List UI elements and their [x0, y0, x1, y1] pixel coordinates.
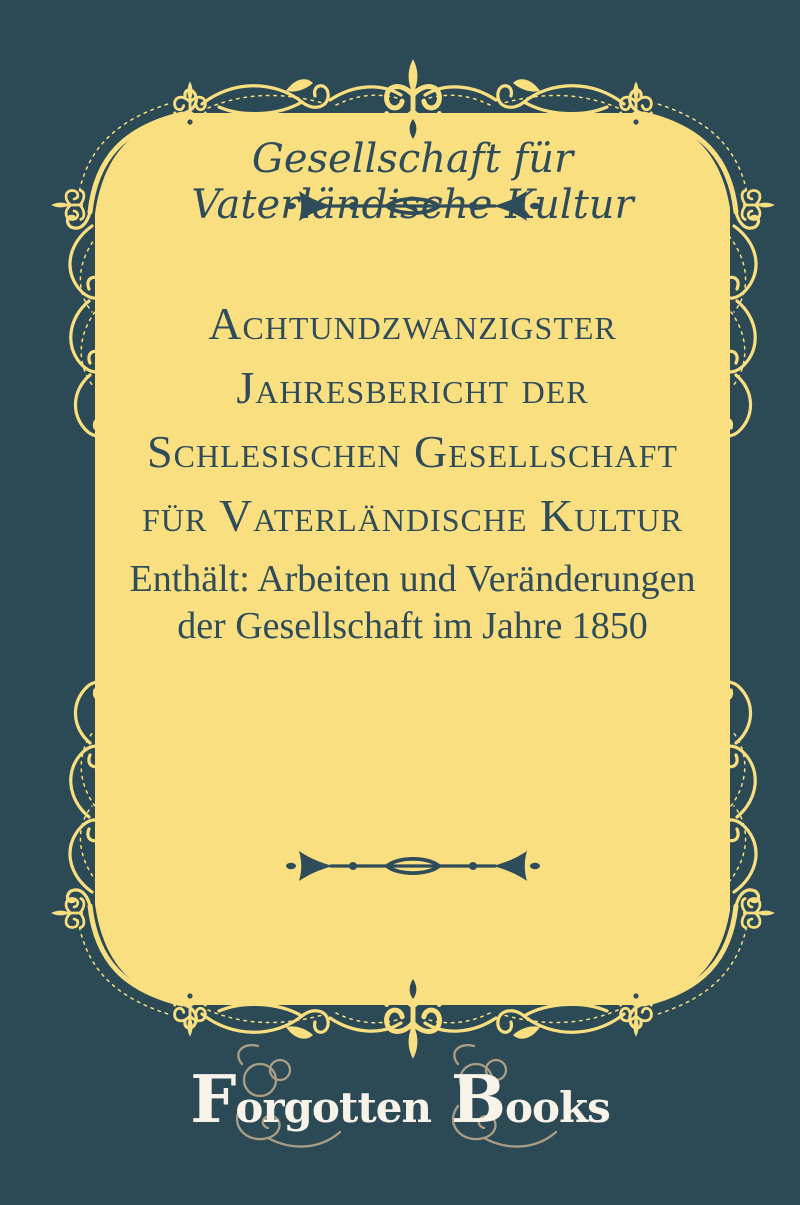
- title-line-4: für Vaterländische Kultur: [142, 490, 683, 541]
- publisher-word-1: Forgotten: [190, 1062, 431, 1138]
- title-line-2: Jahresbericht der: [236, 362, 589, 413]
- publisher-word-2: Books: [451, 1062, 610, 1138]
- title-line-1: Achtundzwanzigster: [208, 298, 617, 349]
- publisher-logo: [0, 1062, 800, 1138]
- author-line: Gesellschaft für Vaterländische Kultur: [191, 136, 634, 228]
- title-line-3: Schlesischen Gesellschaft: [147, 426, 678, 477]
- subtitle-line-1: Enthält: Arbeiten und Veränderungen: [129, 558, 696, 600]
- subtitle-line-2: der Gesellschaft im Jahre 1850: [177, 605, 648, 647]
- book-subtitle: [80, 556, 745, 650]
- book-title: [80, 292, 745, 548]
